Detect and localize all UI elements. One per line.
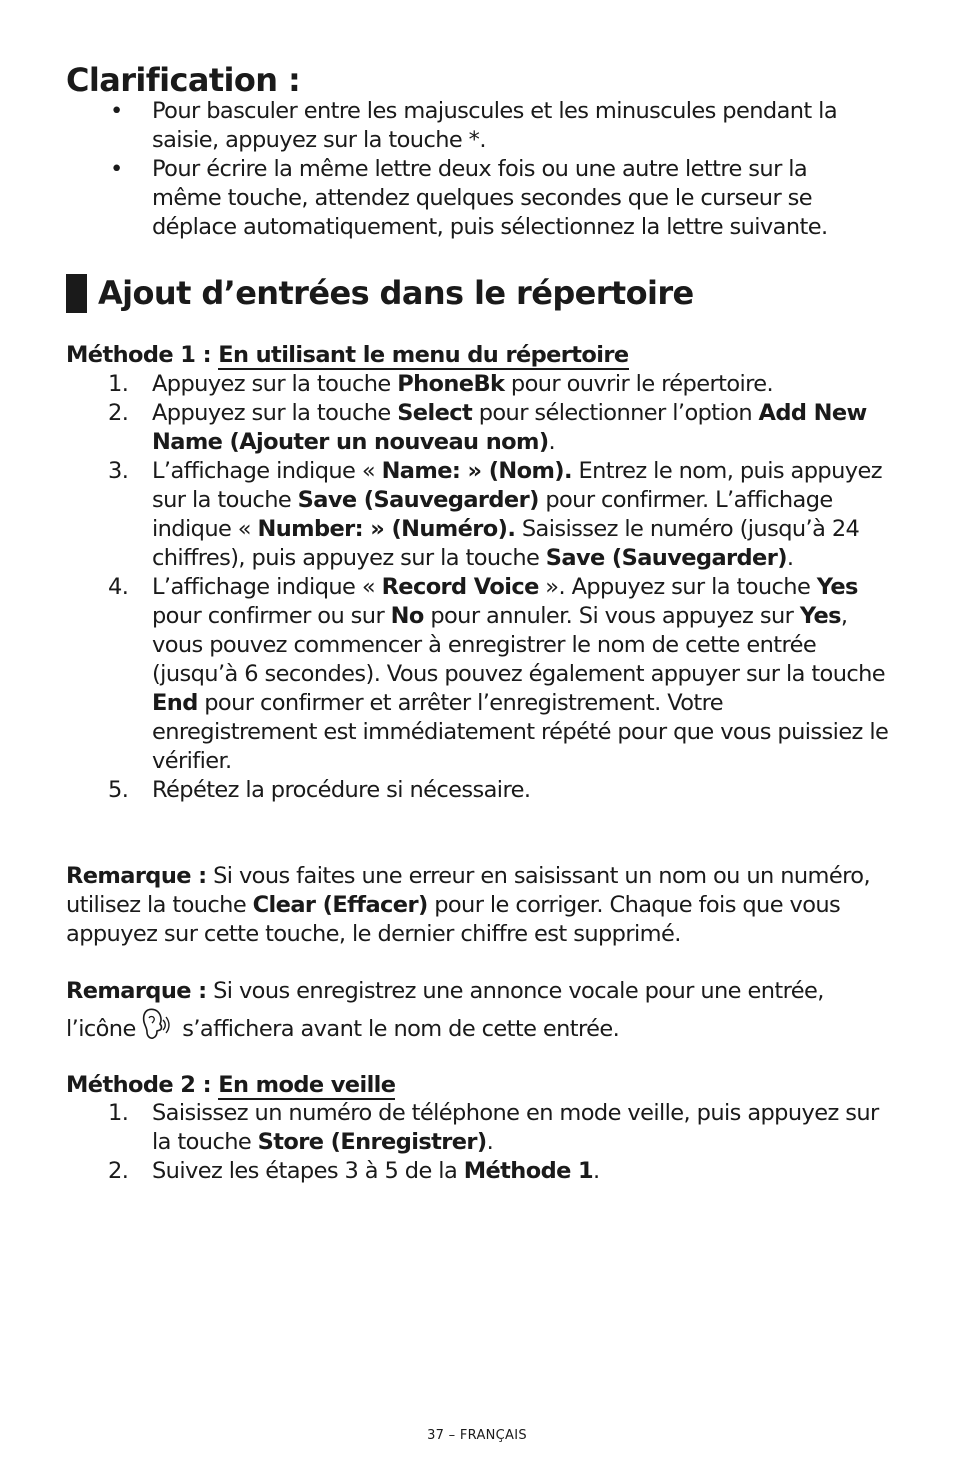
note-text: pour le corriger. Chaque fois que vous appuyez sur cette touche, le dernier chiffre est supprimé. <box>66 892 841 947</box>
method1-heading <box>66 341 629 370</box>
step-text: Appuyez sur la touche <box>152 400 398 426</box>
note-voice-tag <box>66 977 896 1050</box>
note-text: s’affichera avant le nom de cette entrée. <box>175 1016 620 1042</box>
key-select: Select <box>397 400 473 426</box>
step-text: L’affichage indique « <box>152 458 382 484</box>
step-text: L’affichage indique « <box>152 574 382 600</box>
step-number: 1. <box>108 371 129 397</box>
note-label: Remarque : <box>66 863 207 889</box>
bullet-icon: • <box>110 98 123 124</box>
list-item <box>0 399 892 457</box>
list-item <box>0 573 892 776</box>
option-add-new-name: Add New Name (Ajouter un nouveau nom) <box>152 400 867 455</box>
step-number: 1. <box>108 1100 129 1126</box>
list-item <box>0 457 892 573</box>
step-number: 4. <box>108 574 129 600</box>
step-text: Entrez le nom, puis appuyez sur la touche <box>152 458 882 513</box>
key-store: Store (Enregistrer) <box>257 1129 487 1155</box>
method2-title: En mode veille <box>218 1072 396 1098</box>
bullet-icon: • <box>110 156 123 182</box>
section-title: Ajout d’entrées dans le répertoire <box>98 274 694 312</box>
method1-steps <box>0 370 954 805</box>
key-clear: Clear (Effacer) <box>252 892 428 918</box>
step-text: Saisissez un numéro de téléphone en mode veille, puis appuyez sur la touche <box>152 1100 879 1155</box>
note-text: Si vous enregistrez une annonce vocale pour une entrée, l’icône <box>66 978 824 1042</box>
step-text: Répétez la procédure si nécessaire. <box>152 777 531 803</box>
note-clear <box>66 862 896 949</box>
step-number: 5. <box>108 777 129 803</box>
clarification-list <box>0 97 954 242</box>
display-number: Number: » (Numéro). <box>257 516 516 542</box>
bullet-text: Pour écrire la même lettre deux fois ou une autre lettre sur la même touche, attendez quelques secondes que le curseur se déplace automatiquement, puis sélectionnez la lettre suivante. <box>152 156 828 240</box>
bullet-text: Pour basculer entre les majuscules et les minuscules pendant la saisie, appuyez sur la touche *. <box>152 98 838 153</box>
list-item <box>0 776 892 805</box>
method2-label: Méthode 2 : <box>66 1072 219 1098</box>
list-item <box>0 370 892 399</box>
clarification-title: Clarification : <box>66 61 301 99</box>
key-no: No <box>390 603 424 629</box>
step-text: , vous pouvez commencer à enregistrer le nom de cette entrée (jusqu’à 6 secondes). Vous pouvez également appuyer sur la touche <box>152 603 886 687</box>
step-text: pour confirmer ou sur <box>152 603 391 629</box>
step-number: 2. <box>108 1158 129 1184</box>
key-save: Save (Sauvegarder) <box>297 487 539 513</box>
list-item <box>0 155 882 242</box>
step-text: ». Appuyez sur la touche <box>538 574 817 600</box>
step-number: 2. <box>108 400 129 426</box>
method1-label: Méthode 1 : <box>66 342 219 368</box>
method1-reference: Méthode 1 <box>463 1158 594 1184</box>
method1-title: En utilisant le menu du répertoire <box>218 342 629 368</box>
section-marker-icon <box>66 274 87 313</box>
step-text: pour annuler. Si vous appuyez sur <box>423 603 800 629</box>
list-item <box>0 97 882 155</box>
step-text: Appuyez sur la touche <box>152 371 398 397</box>
step-text: pour confirmer. L’affichage indique « <box>152 487 833 542</box>
voice-tag-icon <box>140 1006 172 1050</box>
method2-heading <box>66 1071 395 1100</box>
method2-steps <box>0 1099 954 1186</box>
step-text: Saisissez le numéro (jusqu’à 24 chiffres), puis appuyez sur la touche <box>152 516 860 571</box>
key-phonebk: PhoneBk <box>397 371 505 397</box>
key-end: End <box>152 690 198 716</box>
step-text: . <box>786 545 794 571</box>
step-text: pour sélectionner l’option <box>472 400 759 426</box>
step-text: . <box>593 1158 600 1184</box>
step-text: . <box>548 429 556 455</box>
note-label: Remarque : <box>66 978 207 1004</box>
note-text: Si vous faites une erreur en saisissant un nom ou un numéro, utilisez la touche <box>66 863 870 918</box>
step-text: pour ouvrir le répertoire. <box>504 371 774 397</box>
page-footer: 37 – FRANÇAIS <box>427 1428 527 1443</box>
display-name: Name: » (Nom). <box>381 458 572 484</box>
display-record-voice: Record Voice <box>381 574 539 600</box>
step-text: . <box>486 1129 494 1155</box>
key-yes: Yes <box>816 574 858 600</box>
step-text: Suivez les étapes 3 à 5 de la <box>152 1158 464 1184</box>
step-text: pour confirmer et arrêter l’enregistrement. Votre enregistrement est immédiatement répété pour que vous puissiez le vérifier. <box>152 690 889 774</box>
section-heading <box>66 271 694 315</box>
key-save: Save (Sauvegarder) <box>545 545 787 571</box>
list-item <box>0 1099 892 1157</box>
step-number: 3. <box>108 458 129 484</box>
list-item <box>0 1157 892 1186</box>
key-yes: Yes <box>799 603 841 629</box>
